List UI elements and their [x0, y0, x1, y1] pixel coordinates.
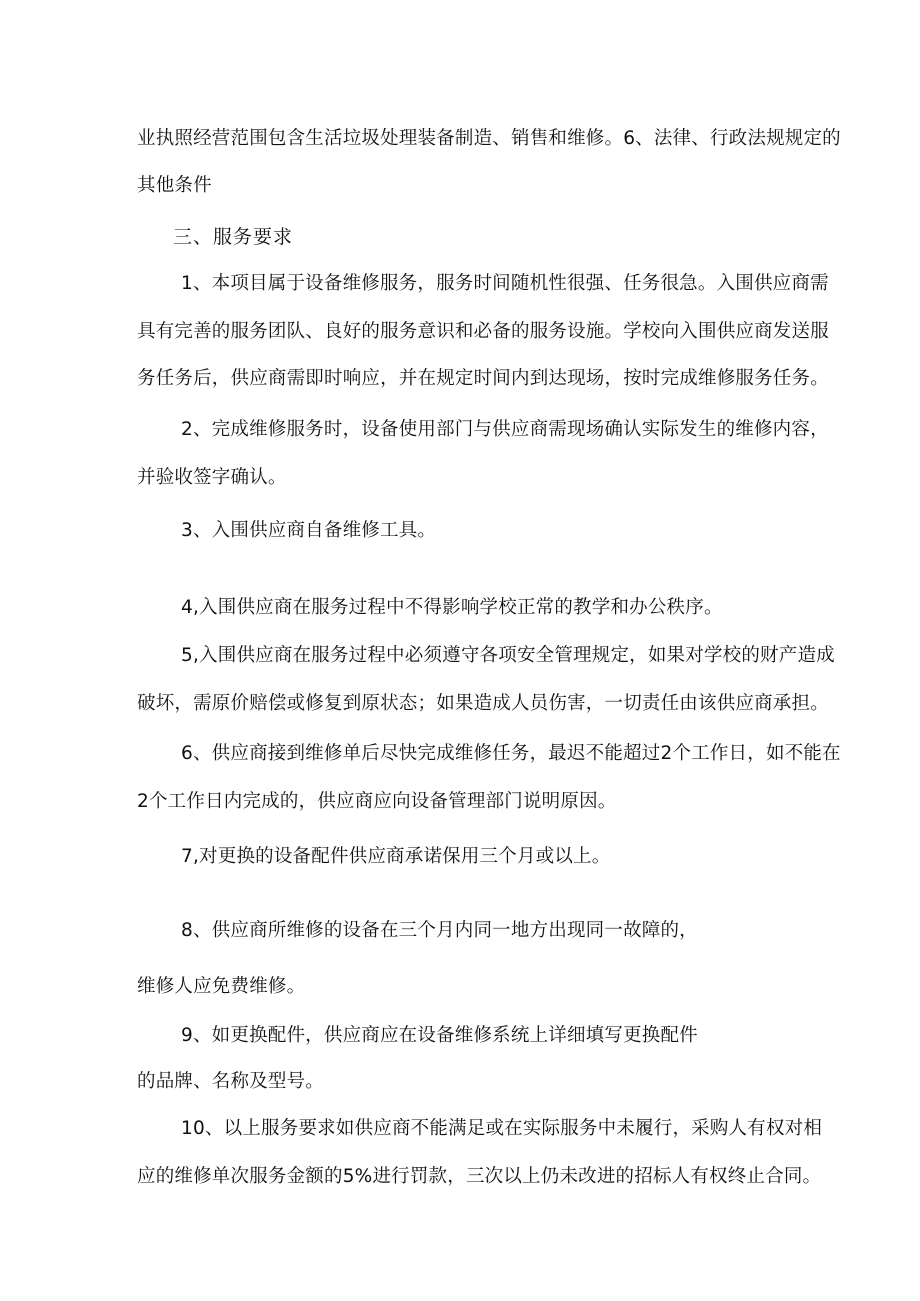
text-line-11: 5,入围供应商在服务过程中必须遵守各项安全管理规定，如果对学校的财产造成	[181, 645, 835, 666]
text-line-20: 10、以上服务要求如供应商不能满足或在实际服务中未履行，采购人有权对相	[181, 1118, 823, 1139]
text-line-19: 的品牌、名称及型号。	[137, 1071, 325, 1092]
text-line-9: 3、入围供应商自备维修工具。	[181, 520, 437, 541]
text-line-12: 破坏，需原价赔偿或修复到原状态；如果造成人员伤害，一切责任由该供应商承担。	[137, 693, 829, 714]
text-line-17: 维修人应免费维修。	[137, 976, 306, 997]
text-line-7: 2、完成维修服务时，设备使用部门与供应商需现场确认实际发生的维修内容，	[181, 419, 829, 440]
text-line-15: 7,对更换的设备配件供应商承诺保用三个月或以上。	[181, 846, 611, 867]
text-line-13: 6、供应商接到维修单后尽快完成维修任务，最迟不能超过2个工作日，如不能在	[181, 743, 841, 764]
text-line-6: 务任务后，供应商需即时响应，并在规定时间内到达现场，按时完成维修服务任务。	[137, 368, 829, 389]
text-line-16: 8、供应商所维修的设备在三个月内同一地方出现同一故障的，	[181, 920, 698, 941]
text-line-8: 并验收签字确认。	[137, 467, 287, 488]
text-line-18: 9、如更换配件，供应商应在设备维修系统上详细填写更换配件	[181, 1025, 698, 1046]
text-line-5: 具有完善的服务团队、良好的服务意识和必备的服务设施。学校向入围供应商发送服	[137, 321, 829, 342]
text-line-4: 1、本项目属于设备维修服务，服务时间随机性很强、任务很急。入围供应商需	[181, 273, 829, 294]
text-line-21: 应的维修单次服务金额的5%进行罚款，三次以上仍未改进的招标人有权终止合同。	[137, 1166, 822, 1187]
text-line-10: 4,入围供应商在服务过程中不得影响学校正常的教学和办公秩序。	[181, 597, 723, 618]
text-line-14: 2个工作日内完成的，供应商应向设备管理部门说明原因。	[137, 791, 617, 812]
section-heading: 三、服务要求	[173, 226, 294, 248]
text-line-2: 其他条件	[137, 175, 212, 196]
text-line-1: 业执照经营范围包含生活垃圾处理装备制造、销售和维修。6、法律、行政法规规定的	[137, 128, 841, 149]
